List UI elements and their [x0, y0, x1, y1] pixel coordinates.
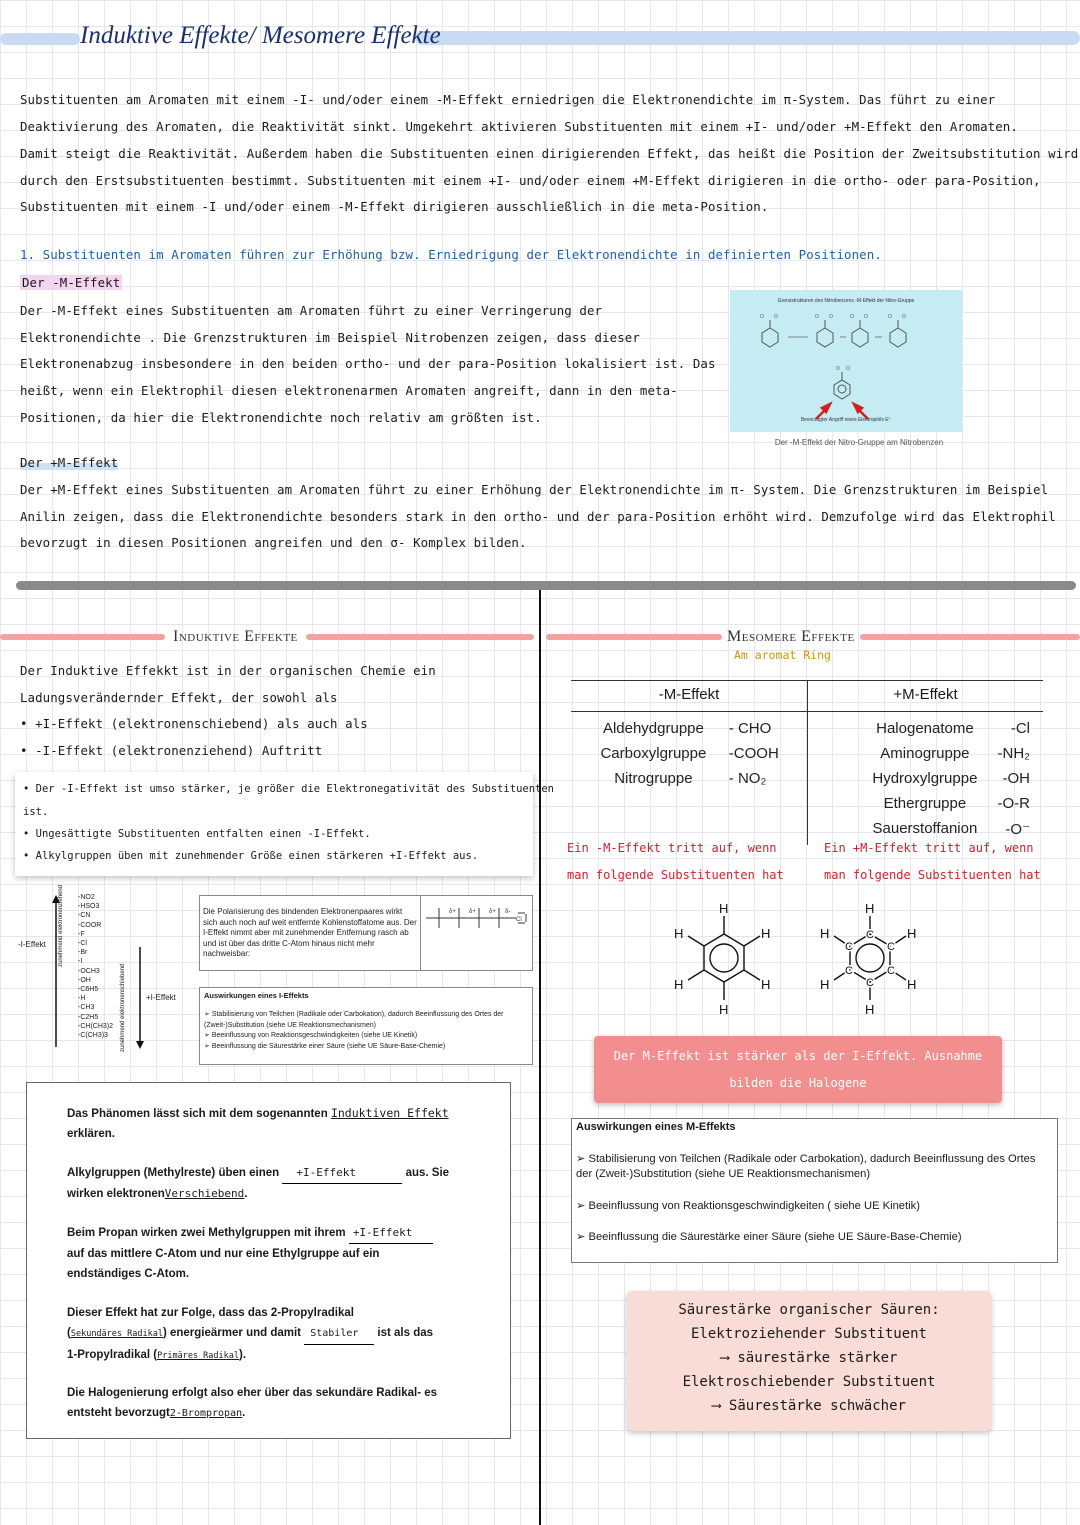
group-item: -H — [78, 995, 86, 1003]
group-item: -COOR — [78, 921, 102, 929]
group-item: -CN — [78, 912, 91, 920]
nitrobenzene-figure — [730, 290, 962, 432]
group-item: -CH(CH3)2 — [78, 1022, 113, 1030]
col-minus-m: -M-Effekt — [658, 686, 720, 703]
i-effects-box — [199, 987, 533, 1065]
i-effect-3: ➢ Beeinflussung die Säurestärke einer Säure (siehe UE Säure-Base-Chemie) — [204, 1042, 446, 1050]
intro-line-5: Substituenten mit einem -I und/oder einem -M-Effekt dirigieren ausschließlich in die meta-Position. — [20, 199, 769, 214]
svg-text:δ+: δ+ — [469, 909, 476, 915]
atom-c: C — [866, 929, 874, 941]
rule-1: • Der -I-Effekt ist umso stärker, je größer die Elektronegativität des Substituenten — [23, 783, 555, 795]
atom-h: H — [907, 926, 917, 941]
atom-h: H — [719, 901, 729, 916]
polarization-box — [199, 895, 421, 971]
svg-text:O: O — [829, 314, 833, 320]
atom-c: C — [866, 977, 874, 989]
atom-h: H — [865, 901, 875, 916]
table-row: Hydroxylgruppe -OH — [872, 770, 1030, 787]
point-1: 1. Substituenten im Aromaten führen zur Erhöhung bzw. Erniedrigung der Elektronendichte in definierten Positionen. — [20, 247, 882, 262]
inductive-bar-left — [0, 634, 165, 640]
rule-1b: ist. — [23, 806, 49, 818]
table-row: Aminogruppe -NH₂ — [880, 745, 1030, 762]
m-effect-3: ➢ Beeinflussung die Säurestärke einer Säure (siehe UE Säure-Base-Chemie) — [576, 1231, 962, 1243]
i-effects-title: Auswirkungen eines I-Effekts — [204, 991, 309, 1000]
worksheet-p5: Die Halogenierung erfolgt also eher über das sekundäre Radikal- es entsteht bevorzugt2-Brompropan. — [67, 1387, 438, 1419]
atom-h: H — [719, 1002, 729, 1017]
inductive-line-1: Der Induktive Effekkt ist in der organischen Chemie ein — [20, 663, 436, 678]
answer-plus-i-2[interactable]: +I-Effekt — [349, 1223, 433, 1244]
atom-c: C — [887, 965, 895, 977]
section-divider — [16, 581, 1076, 590]
mesomeric-bar-left — [546, 634, 722, 640]
svg-text:O: O — [815, 314, 819, 320]
table-row: Ethergruppe -O-R — [883, 795, 1030, 812]
page-title: Induktive Effekte/ Mesomere Effekte — [80, 22, 441, 49]
benzene-ring-2 — [814, 900, 926, 1018]
table-row: Sauerstoffanion -O⁻ — [872, 820, 1030, 838]
minus-i-label: -I-Effekt — [18, 940, 46, 949]
minus-m-line-5: Positionen, da hier die Elektronendichte noch relativ am größten ist. — [20, 410, 542, 425]
group-item: -C(CH3)3 — [78, 1032, 108, 1040]
atom-c: C — [887, 941, 895, 953]
answer-plus-i[interactable]: +I-Effekt — [282, 1163, 402, 1184]
worksheet-p1: Das Phänomen lässt sich mit dem sogenannten Induktiven Effekt erklären. — [67, 1106, 449, 1140]
acid-line-2: ⟶ säurestärke stärker — [720, 1350, 898, 1366]
table-row: Nitrogruppe - NO₂ — [614, 770, 767, 787]
carbon-chain-diagram — [421, 896, 532, 970]
worksheet-box — [26, 1082, 511, 1439]
worksheet-p4: Dieser Effekt hat zur Folge, dass das 2-Propylradikal (Sekundäres Radikal) energieärmer und damit Stabiler ist als das 1-Propylradikal (Primäres Radikal). — [67, 1307, 434, 1361]
acid-title: Säurestärke organischer Säuren: — [678, 1302, 940, 1318]
figure-note: Bevorzugter Angriff eines Elektrophils E⁺ — [800, 417, 892, 423]
inductive-heading: Induktive Effekte — [173, 628, 298, 645]
worksheet-p3: Beim Propan wirken zwei Methylgruppen mit ihrem +I-Effekt auf das mittlere C-Atom und nur eine Ethylgruppe auf ein endständiges C-Atom. — [67, 1223, 507, 1284]
group-item: -HSO3 — [78, 903, 100, 911]
figure-title: Grenzstrukturen des Nitrobenzens -M-Effekt der Nitro-Gruppe — [777, 298, 915, 304]
title-underline-left — [0, 33, 80, 45]
table-row: Carboxylgruppe -COOH — [600, 745, 779, 762]
answer-schiebend[interactable]: Verschiebend — [164, 1187, 245, 1200]
plus-m-heading: Der +M-Effekt — [20, 455, 119, 470]
svg-text:O: O — [850, 314, 854, 320]
atom-h: H — [674, 926, 684, 941]
title-underline-right — [415, 31, 1080, 45]
i-effects-list — [204, 1010, 524, 1052]
group-item: -Cl — [78, 940, 87, 948]
figure-caption: Der -M-Effekt der Nitro-Gruppe am Nitrobenzen — [774, 438, 944, 447]
group-item: -C2H5 — [78, 1013, 99, 1021]
atom-c: C — [845, 941, 853, 953]
answer-induktiv[interactable]: Induktiven Effekt — [330, 1106, 449, 1120]
inductive-line-3: • +I-Effekt (elektronenschiebend) als auch als — [20, 716, 368, 731]
minus-m-line-4: heißt, wenn ein Elektrophil diesen elektronenarmen Aromaten angreift, dann in den meta- — [20, 383, 678, 398]
svg-text:O: O — [836, 366, 840, 372]
inductive-bar-right — [306, 634, 534, 640]
group-list — [78, 893, 113, 1040]
resonance-structures — [730, 304, 962, 432]
inductive-rules-box — [15, 772, 555, 876]
group-item: -OCH3 — [78, 967, 100, 975]
carbon-chain-box — [420, 895, 533, 971]
minus-m-line-3: Elektronenabzug insbesondere in den beiden ortho- und der para-Position lokalisiert ist. Das — [20, 356, 716, 371]
group-item: -CH3 — [78, 1004, 95, 1012]
banner-line-2: bilden die Halogene — [729, 1076, 867, 1090]
polarization-text: Die Polarisierung des bindenden Elektronenpaares wirkt sich auch noch auf weit entfernte Kohlenstoffatome aus. Der I-Effekt nimmt aber mit zunehmender Entfernung rasch ab und ist über das dritte C-Atom hinaus nicht mehr nachweisbar: — [203, 907, 417, 958]
note-plus-2: man folgende Substituenten hat — [824, 868, 1041, 882]
svg-text:O: O — [888, 314, 892, 320]
svg-text:O: O — [774, 314, 778, 320]
note-minus-2: man folgende Substituenten hat — [567, 868, 784, 882]
intro-line-1: Substituenten am Aromaten mit einem -I- und/oder einem -M-Effekt erniedrigen die Elektronendichte im π-System. Das führt zu einer — [20, 92, 996, 107]
i-effect-2: ➢ Beeinflussung von Reaktionsgeschwindigkeiten (siehe UE Kinetik) — [204, 1032, 418, 1039]
svg-text:δ-: δ- — [505, 909, 511, 915]
answer-primaer[interactable]: Primäres Radikal — [157, 1351, 240, 1361]
table-row: Aldehydgruppe - CHO — [602, 720, 772, 737]
table-col-divider — [807, 680, 808, 845]
minus-m-line-1: Der -M-Effekt eines Substituenten am Aromaten führt zu einer Verringerung der — [20, 303, 603, 318]
group-item: -OH — [78, 976, 91, 984]
svg-text:O: O — [864, 314, 868, 320]
answer-brompropan[interactable]: 2-Brompropan — [169, 1408, 243, 1419]
atom-h: H — [674, 977, 684, 992]
minus-m-heading: Der -M-Effekt — [22, 275, 121, 290]
mesomeric-heading: Mesomere Effekte — [727, 628, 855, 645]
up-label: zunehmend elektronenziehend — [58, 884, 64, 967]
svg-text:δ+: δ+ — [489, 909, 496, 915]
svg-text:δ+: δ+ — [449, 909, 456, 915]
acid-line-1: Elektroziehender Substituent — [690, 1326, 927, 1342]
banner-line-1: Der M-Effekt ist stärker als der I-Effekt. Ausnahme — [613, 1049, 983, 1063]
group-item: -F — [78, 930, 85, 938]
plus-m-line-3: bevorzugt in diesen Positionen angreifen und den σ- Komplex bilden. — [20, 535, 527, 550]
plus-m-list — [860, 716, 1030, 841]
table-row: Halogenatome -Cl — [876, 720, 1030, 737]
acid-line-4: ⟶ Säurestärke schwächer — [712, 1398, 906, 1414]
acid-strength-box — [627, 1291, 991, 1431]
group-item: -I — [78, 958, 83, 966]
minus-m-line-2: Elektronendichte . Die Grenzstrukturen im Beispiel Nitrobenzen zeigen, dass dieser — [20, 330, 640, 345]
atom-h: H — [761, 977, 771, 992]
atom-h: H — [865, 1002, 875, 1017]
answer-sekundaer[interactable]: Sekundäres Radikal — [70, 1329, 163, 1339]
svg-text:O: O — [902, 314, 906, 320]
rule-2: • Ungesättigte Substituenten entfalten einen -I-Effekt. — [23, 828, 371, 840]
m-effects-title: Auswirkungen eines M-Effekts — [576, 1121, 736, 1133]
m-vs-i-banner — [594, 1036, 1002, 1103]
plus-m-line-2: Anilin zeigen, dass die Elektronendichte besonders stark in den ortho- und der para-Position erhöht wird. Demzufolge wird das Elektrophil — [20, 509, 1056, 524]
intro-line-3: Damit steigt die Reaktivität. Außerdem haben die Substituenten einen dirigierenden Effekt, das heißt die Position der Zweitsubstitution wird — [20, 146, 1079, 161]
atom-h: H — [820, 977, 830, 992]
plus-m-line-1: Der +M-Effekt eines Substituenten am Aromaten führt zu einer Erhöhung der Elektronendichte im π- System. Die Grenzstrukturen im Beispiel — [20, 482, 1049, 497]
m-effects-box — [571, 1118, 1058, 1263]
atom-h: H — [820, 926, 830, 941]
intro-line-4: durch den Erstsubstituenten bestimmt. Substituenten mit einem +I- und/oder einem +M-Effekt dirigieren in die ortho- oder para-Position, — [20, 173, 1041, 188]
acid-line-3: Elektroschiebender Substituent — [682, 1374, 936, 1390]
svg-text:O: O — [760, 314, 764, 320]
i-effect-1: ➢ Stabilisierung von Teilchen (Radikale oder Carbokation), dadurch Beeinflussung des Ortes der (Zweit-)Substitution (siehe UE Reaktionsmechanismen) — [204, 1011, 504, 1029]
benzene-ring-1 — [668, 900, 780, 1018]
m-effect-1: ➢ Stabilisierung von Teilchen (Radikale oder Carbokation), dadurch Beeinflussung des Ortes der (Zweit-)Substitution (siehe UE Reaktionsmechanismen) — [576, 1153, 1036, 1180]
worksheet-p2: Alkylgruppen (Methylreste) üben einen +I-Effekt aus. Sie wirken elektronenVerschiebend. — [67, 1163, 507, 1204]
atom-c: C — [845, 965, 853, 977]
group-item: -Br — [78, 949, 88, 957]
note-plus-1: Ein +M-Effekt tritt auf, wenn — [824, 841, 1034, 855]
mesomeric-subheading: Am aromat Ring — [734, 648, 831, 662]
minus-m-list — [578, 716, 800, 791]
intro-line-2: Deaktivierung des Aromaten, die Reaktivität sinkt. Umgekehrt aktivieren Substituenten mit einem +I- und/oder +M-Effekt den Aromaten. — [20, 119, 1018, 134]
column-divider — [539, 590, 541, 1525]
group-item: -NO2 — [78, 894, 95, 901]
down-label: zunehmend elektronenschiebend — [120, 963, 126, 1052]
note-minus-1: Ein -M-Effekt tritt auf, wenn — [567, 841, 777, 855]
m-effect-2: ➢ Beeinflussung von Reaktionsgeschwindigkeiten ( siehe UE Kinetik) — [576, 1200, 920, 1212]
group-item: -C6H5 — [78, 986, 99, 994]
atom-h: H — [761, 926, 771, 941]
rule-3: • Alkylgruppen üben mit zunehmender Größe einen stärkeren +I-Effekt aus. — [23, 850, 479, 862]
answer-stabiler[interactable]: Stabiler — [304, 1324, 374, 1345]
svg-text:O: O — [846, 366, 850, 372]
plus-i-label: +I-Effekt — [146, 993, 176, 1002]
svg-text:Cl: Cl — [516, 917, 522, 923]
mesomeric-bar-right — [860, 634, 1080, 640]
inductive-line-2: Ladungsverändernder Effekt, der sowohl als — [20, 690, 338, 705]
atom-h: H — [907, 977, 917, 992]
col-plus-m: +M-Effekt — [893, 686, 958, 703]
inductive-line-4: • -I-Effekt (elektronenziehend) Auftritt — [20, 743, 323, 758]
